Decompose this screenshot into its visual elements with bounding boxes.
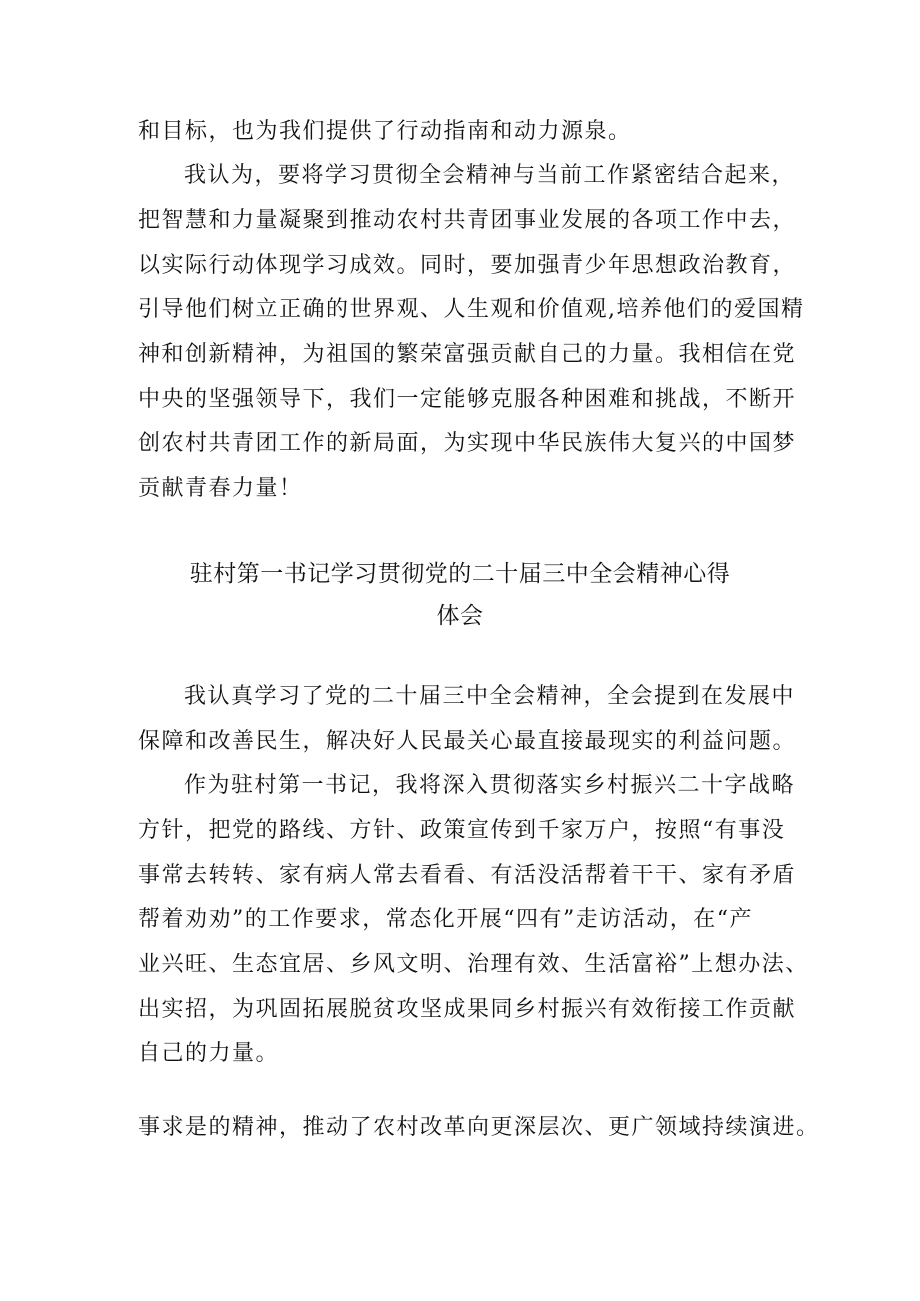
paragraph-line: 和目标，也为我们提供了行动指南和动力源泉。 (138, 119, 632, 144)
paragraph-line: 作为驻村第一书记，我将深入贯彻落实乡村振兴二十字战略 (184, 773, 796, 798)
article-title: 驻村第一书记学习贯彻党的二十届三中全会精神心得 (189, 561, 731, 587)
article-title-continued: 体会 (436, 603, 484, 629)
paragraph-line: 我认为，要将学习贯彻全会精神与当前工作紧密结合起来， (184, 163, 796, 188)
paragraph-line: 贡献青春力量！ (138, 476, 303, 501)
paragraph-line: 以实际行动体现学习成效。同时，要加强青少年思想政治教育， (138, 253, 797, 278)
paragraph-line: 保障和改善民生，解决好人民最关心最直接最现实的利益问题。 (138, 729, 797, 754)
paragraph-line: 事常去转转、家有病人常去看看、有活没活帮着干干、家有矛盾 (138, 863, 797, 888)
paragraph-line: 事求是的精神，推动了农村改革向更深层次、更广领域持续演进。 (138, 1115, 820, 1140)
paragraph-line: 业兴旺、生态宜居、乡风文明、治理有效、生活富裕”上想办法、 (138, 952, 809, 977)
paragraph-line: 我认真学习了党的二十届三中全会精神，全会提到在发展中 (184, 684, 796, 709)
paragraph-line: 神和创新精神，为祖国的繁荣富强贡献自己的力量。我相信在党 (138, 342, 797, 367)
paragraph-line: 把智慧和力量凝聚到推动农村共青团事业发展的各项工作中去， (138, 208, 797, 233)
paragraph-line: 出实招，为巩固拓展脱贫攻坚成果同乡村振兴有效衔接工作贡献 (138, 997, 797, 1022)
paragraph-line: 帮着劝劝”的工作要求，常态化开展“四有”走访活动，在“产 (138, 907, 753, 932)
paragraph-line: 方针，把党的路线、方针、政策宣传到千家万户，按照“有事没 (138, 818, 786, 843)
paragraph-line: 自己的力量。 (138, 1041, 280, 1066)
paragraph-line: 引导他们树立正确的世界观、人生观和价值观,培养他们的爱国精 (138, 297, 805, 322)
paragraph-line: 中央的坚强领导下，我们一定能够克服各种困难和挑战，不断开 (138, 387, 797, 412)
paragraph-line: 创农村共青团工作的新局面，为实现中华民族伟大复兴的中国梦 (138, 431, 797, 456)
